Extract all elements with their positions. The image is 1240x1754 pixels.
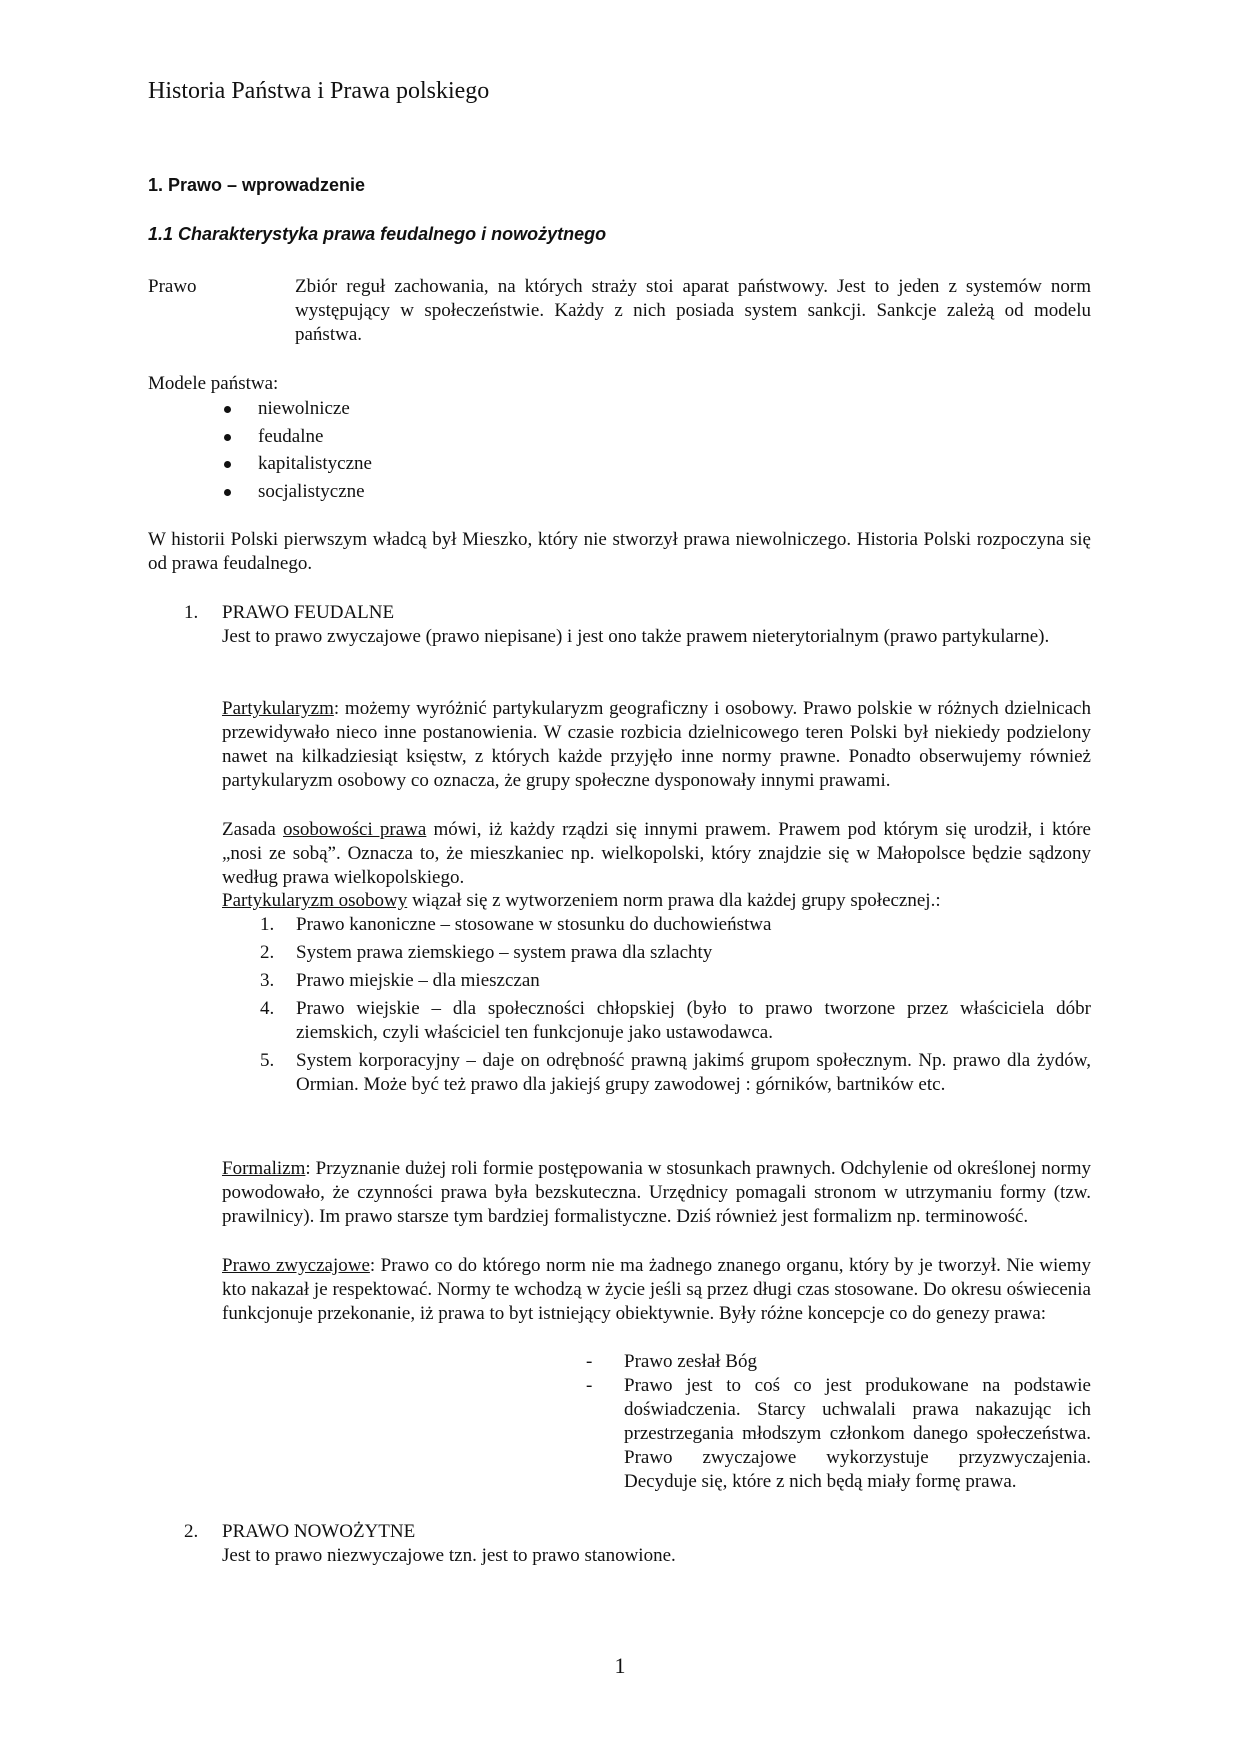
customary-paragraph [222,1254,1091,1326]
law-origin-concepts [586,1350,1091,1494]
page-number: 1 [614,1653,626,1678]
dash-marker: - [586,1375,593,1396]
personal-particularism-term: Partykularyzm osobowy [222,890,408,911]
list-number: 3. [260,970,275,991]
section1-number: 1. [184,602,199,623]
particularism-term: Partykularyzm [222,698,334,719]
section2-number: 2. [184,1521,199,1542]
formalism-paragraph [222,1157,1091,1229]
list-number: 2. [260,942,275,963]
particularism-text: : możemy wyróżnić partykularyzm geograficzny i osobowy. Prawo polskie w różnych dzielnicach przewidywało nieco inne postanowienia. W czasie rozbicia dzielnicowego teren Polski był niekiedy podzielony nawet na kilkadziesiąt księstw, z których każde przyjęło inne normy prawne. Ponadto obserwujemy również partykularyzm osobowy co oznacza, że grupy społeczne dysponowały innymi prawami. [222,698,1091,791]
list-item: feudalne [224,425,372,453]
definition-text: Zbiór reguł zachowania, na których straży stoi aparat państwowy. Jest to jeden z systemów norm występujący w społeczeństwie. Każdy z nich posiada system sankcji. Sankcje zależą od modelu państwa. [295,276,1091,345]
list-item [586,1374,1091,1494]
section2-lead: Jest to prawo niezwyczajowe tzn. jest to prawo stanowione. [222,1545,676,1566]
models-label: Modele państwa: [148,373,279,394]
heading-1: 1. Prawo – wprowadzenie [148,175,366,195]
list-text: Prawo jest to coś co jest produkowane na podstawie doświadczenia. Starcy uchwalali prawa nakazując ich przestrzegania młodszym członkom danego społeczeństwa. Prawo zwyczajowe wykorzystuje przyzwyczajenia. Decyduje się, które z nich będą miały formę prawa. [624,1375,1091,1492]
personality-paragraph [222,818,1091,890]
section1-title: PRAWO FEUDALNE [222,602,395,623]
law-systems-list [260,913,1091,1101]
customary-term: Prawo zwyczajowe [222,1255,370,1276]
list-number: 1. [260,914,275,935]
list-text: System korporacyjny – daje on odrębność prawną jakimś grupom społecznym. Np. prawo dla żydów, Ormian. Może być też prawo dla jakiejś grupy zawodowej : górników, bartników etc. [296,1050,1091,1095]
formalism-term: Formalizm [222,1158,306,1179]
personality-after: mówi, iż każdy rządzi się innymi prawem. Prawem pod którym się urodził, i które „nosi ze sobą”. Oznacza to, że mieszkaniec np. wielkopolski, który znajdzie się w Małopolsce będzie sądzony według prawa wielkopolskiego. [222,819,1091,888]
list-item: socjalistyczne [224,480,372,508]
customary-text: : Prawo co do którego norm nie ma żadnego znanego organu, który by je tworzył. Nie wiemy kto nakazał je respektować. Normy te wchodzą w życie jeśli są przez długi czas stosowane. Do okresu oświecenia funkcjonuje przekonanie, iż prawa to byt istniejący obiektywnie. Były różne koncepcje co do genezy prawa: [222,1255,1091,1324]
list-text: Prawo miejskie – dla mieszczan [296,970,540,991]
list-item: niewolnicze [224,397,372,425]
list-item [260,913,1091,937]
list-text: Prawo zesłał Bóg [624,1351,757,1372]
list-text: Prawo kanoniczne – stosowane w stosunku do duchowieństwa [296,914,772,935]
heading-2: 1.1 Charakterystyka prawa feudalnego i nowożytnego [148,224,607,244]
personal-particularism-text: wiązał się z wytworzeniem norm prawa dla każdej grupy społecznej.: [407,890,941,911]
intro-paragraph: W historii Polski pierwszym władcą był Mieszko, który nie stworzył prawa niewolniczego. Historia Polski rozpoczyna się od prawa feudalnego. [148,529,1091,574]
list-item [260,1049,1091,1097]
list-text: Prawo wiejskie – dla społeczności chłopskiej (było to prawo tworzone przez właściciela dóbr ziemskich, czyli właściciel ten funkcjonuje jako ustawodawca. [296,998,1091,1043]
section1-lead: Jest to prawo zwyczajowe (prawo niepisane) i jest ono także prawem nieterytorialnym (prawo partykularne). [222,626,1050,647]
personality-term: osobowości prawa [283,819,427,840]
list-text: System prawa ziemskiego – system prawa dla szlachty [296,942,713,963]
formalism-text: : Przyznanie dużej roli formie postępowania w stosunkach prawnych. Odchylenie od określonej normy powodowało, że czynności prawa była bezskuteczna. Urzędnicy pomagali stronom w utrzymaniu formy (tzw. prawilnicy). Im prawo starsze tym bardziej formalistyczne. Dziś również jest formalizm np. terminowość. [222,1158,1091,1227]
list-number: 4. [260,998,275,1019]
personality-before: Zasada [222,819,283,840]
list-item [586,1350,1091,1374]
particularism-paragraph [222,697,1091,793]
list-item: kapitalistyczne [224,452,372,480]
page-header: Historia Państwa i Prawa polskiego [148,78,490,104]
personal-particularism-paragraph [222,889,1091,913]
list-number: 5. [260,1050,275,1071]
section2-title: PRAWO NOWOŻYTNE [222,1521,416,1542]
list-item [260,997,1091,1045]
dash-marker: - [586,1351,593,1372]
definition-term: Prawo [148,276,197,297]
list-item [260,969,1091,993]
list-item [260,941,1091,965]
models-list [224,397,372,507]
